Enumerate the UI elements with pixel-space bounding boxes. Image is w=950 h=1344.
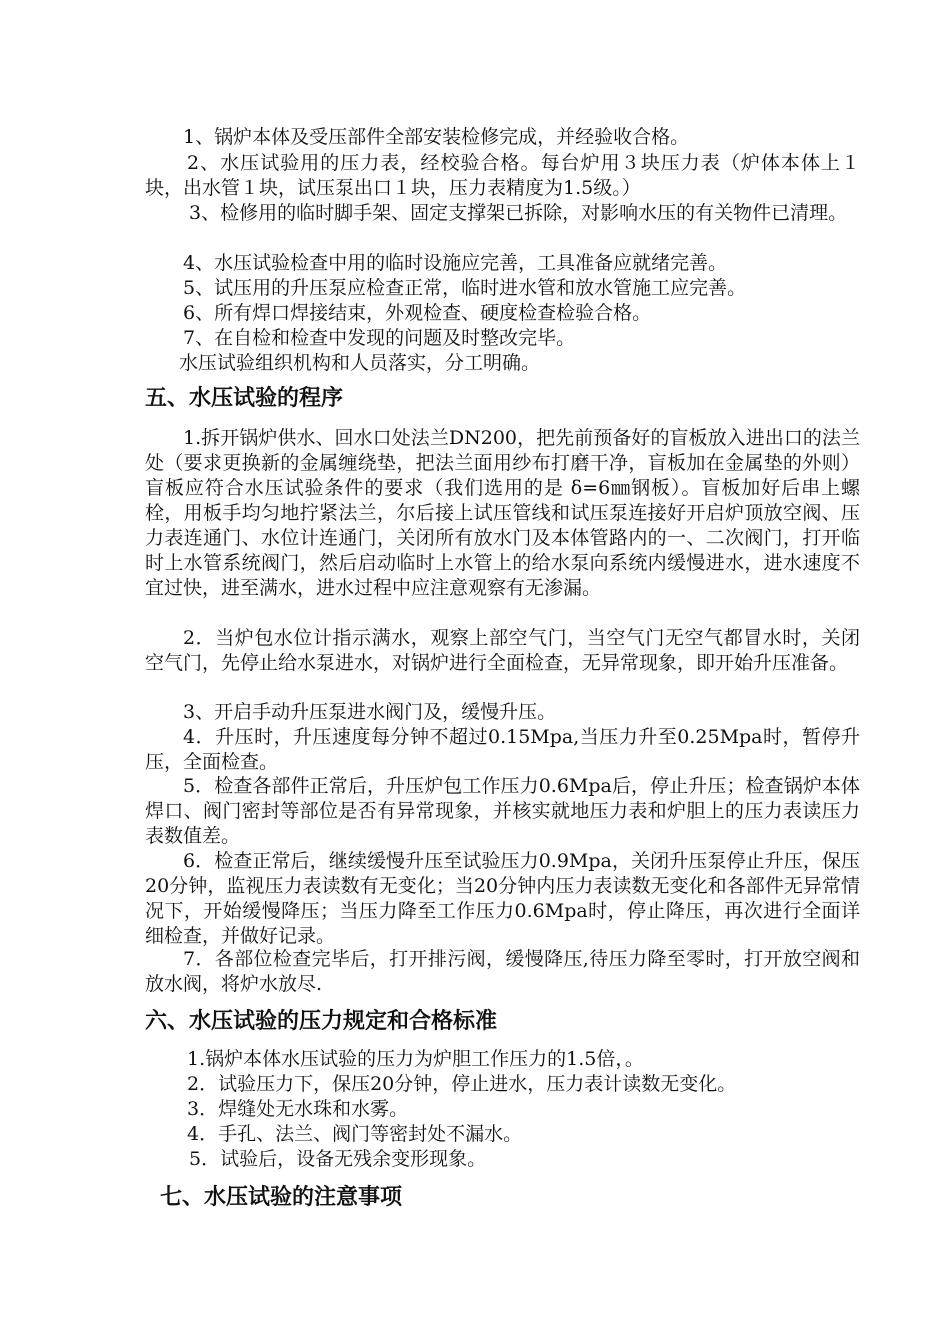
section-heading-precautions: 七、水压试验的注意事项	[160, 1185, 403, 1210]
standard-item-5: 5．试验后，设备无残余变形现象。	[189, 1148, 487, 1170]
procedure-step-3: 3、开启手动升压泵进水阀门及，缓慢升压。	[183, 701, 557, 723]
prereq-item-7: 7、在自检和检查中发现的问题及时整改完毕。	[183, 327, 576, 349]
prereq-item-8: 水压试验组织机构和人员落实，分工明确。	[179, 352, 541, 374]
procedure-step-2: 2．当炉包水位计指示满水，观察上部空气门，当空气门无空气都冒水时，关闭空气门，先停止给水泵进水，对锅炉进行全面检查，无异常现象，即开始升压准备。	[145, 627, 860, 674]
section-heading-procedure: 五、水压试验的程序	[145, 386, 344, 411]
procedure-step-7: 7．各部位检查完毕后，打开排污阀，缓慢降压,待压力降至零时，打开放空阀和放水阀，将炉水放尽.	[145, 948, 860, 995]
procedure-step-6: 6．检查正常后，继续缓慢升压至试验压力0.9Mpa，关闭升压泵停止升压，保压20分钟，监视压力表读数有无变化；当20分钟内压力表读数无变化和各部件无异常情况下，开始缓慢降压；当压力降至工作压力0.6Mpa时，停止降压，再次进行全面详细检查，并做好记录。	[145, 850, 860, 947]
procedure-step-5: 5．检查各部件正常后，升压炉包工作压力0.6Mpa后，停止升压；检查锅炉本体焊口、阀门密封等部位是否有异常现象，并核实就地压力表和炉胆上的压力表读压力表数值差。	[145, 775, 860, 847]
standard-item-4: 4．手孔、法兰、阀门等密封处不漏水。	[187, 1123, 523, 1145]
standard-item-2: 2．试验压力下，保压20分钟，停止进水，压力表计读数无变化。	[187, 1073, 737, 1095]
procedure-step-1: 1.拆开锅炉供水、回水口处法兰DN200，把先前预备好的盲板放入进出口的法兰处（要求更换新的金属缠绕垫，把法兰面用纱布打磨干净，盲板加在金属垫的外则）盲板应符合水压试验条件的要求（我们选用的是 δ=6㎜钢板）。盲板加好后串上螺栓，用板手均匀地拧紧法兰，尔后接上试压管线和试压泵连接好开启炉顶放空阀、压力表连通门、水位计连通门，关闭所有放水门及本体管路内的一、二次阀门，打开临时上水管系统阀门，然后启动临时上水管上的给水泵向系统内缓慢进水，进水速度不宜过快，进至满水，进水过程中应注意观察有无渗漏。	[145, 427, 860, 599]
prereq-item-1: 1、锅炉本体及受压部件全部安装检修完成，并经验收合格。	[183, 126, 690, 148]
section-heading-standards: 六、水压试验的压力规定和合格标准	[145, 1009, 498, 1034]
prereq-item-4: 4、水压试验检查中用的临时设施应完善，工具准备应就绪完善。	[183, 252, 728, 274]
standard-item-3: 3．焊缝处无水珠和水雾。	[187, 1098, 409, 1120]
prereq-item-3: 3、检修用的临时脚手架、固定支撑架已拆除，对影响水压的有关物件已清理。	[189, 202, 848, 224]
prereq-item-6: 6、所有焊口焊接结束，外观检查、硬度检查检验合格。	[183, 302, 652, 324]
standard-item-1: 1.锅炉本体水压试验的压力为炉胆工作压力的1.5倍，。	[187, 1048, 644, 1070]
prereq-item-2: 2、水压试验用的压力表，经校验合格。每台炉用３块压力表（炉体本体上１块，出水管１块，试压泵出口１块，压力表精度为1.5级。）	[145, 152, 860, 199]
prereq-item-5: 5、试压用的升压泵应检查正常，临时进水管和放水管施工应完善。	[183, 277, 747, 299]
procedure-step-4: 4．升压时，升压速度每分钟不超过0.15Mpa,当压力升至0.25Mpa时，暂停升压，全面检查。	[145, 726, 860, 773]
